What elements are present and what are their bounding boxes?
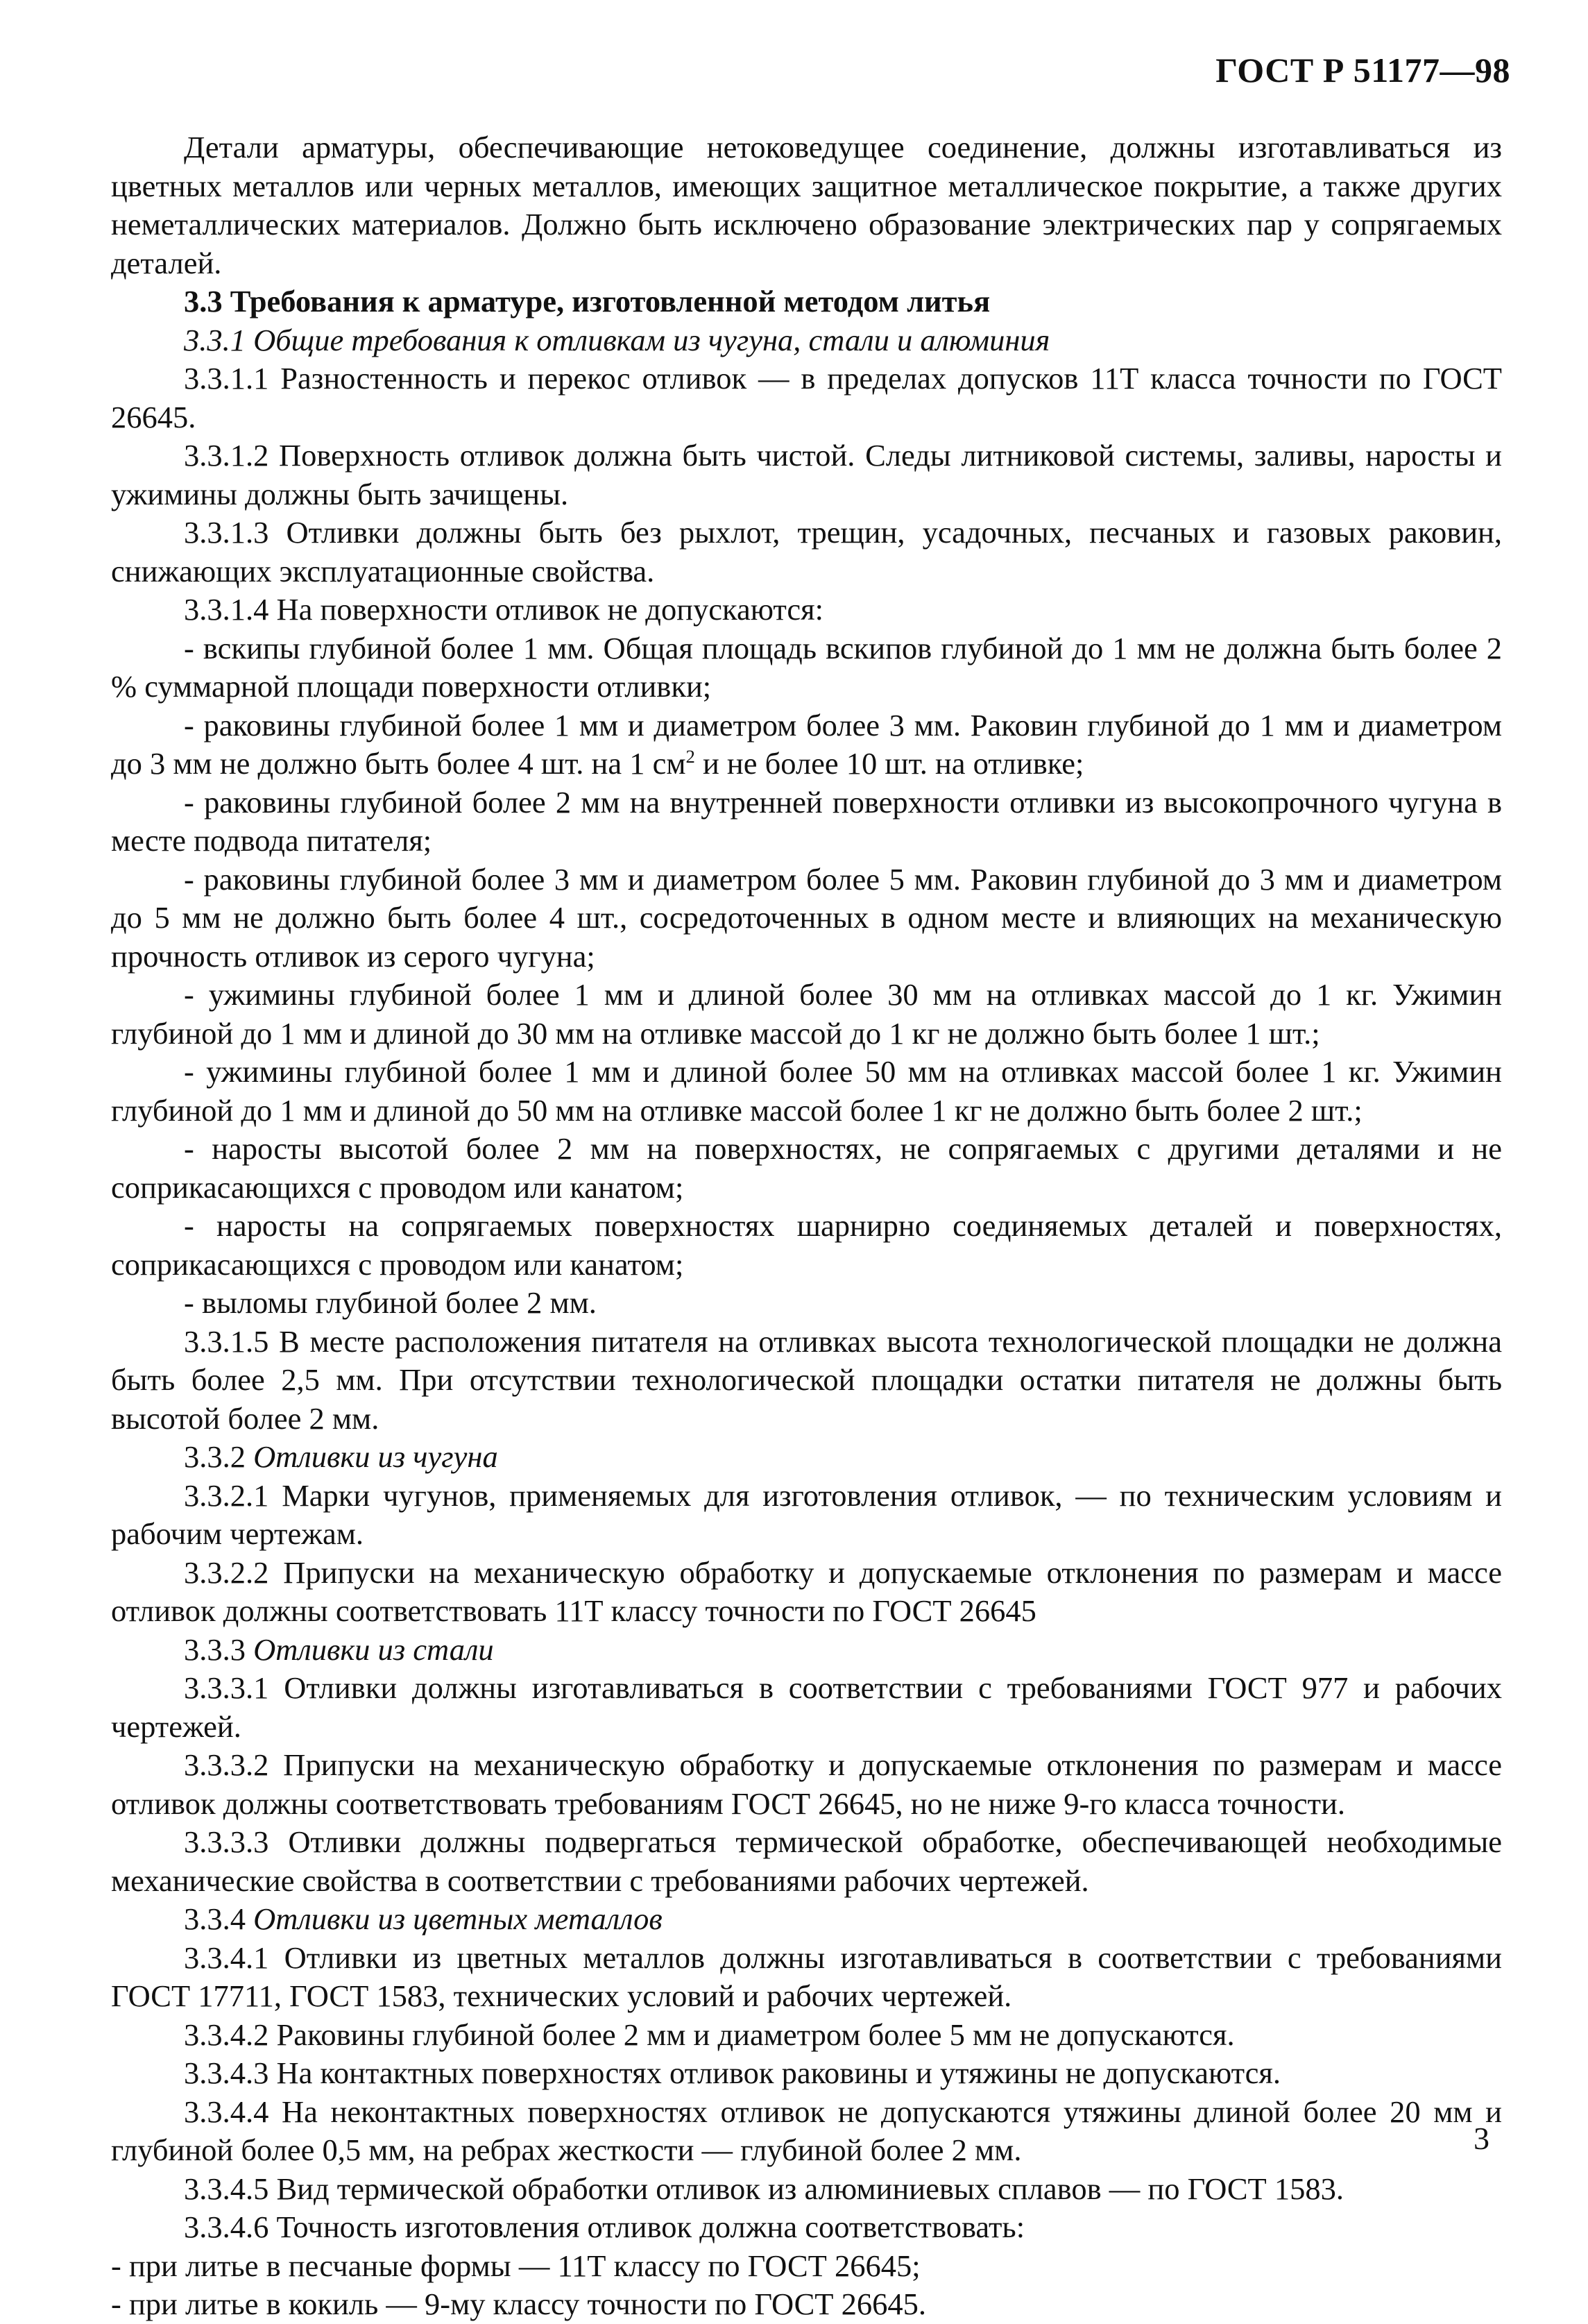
paragraph: 3.3.4.4 На неконтактных поверхностях отливок не допускаются утяжины длиной более 20 мм и глубиной более 0,5 мм, на ребрах жесткости — глубиной более 2 мм. xyxy=(111,2094,1502,2167)
list-item-text: и не более 10 шт. на отливке; xyxy=(694,746,1084,781)
paragraph: 3.3.3.1 Отливки должны изготавливаться в соответствии с требованиями ГОСТ 977 и рабочих чертежей. xyxy=(111,1670,1502,1744)
paragraph: Детали арматуры, обеспечивающие нетоковедущее соединение, должны изготавливаться из цветных металлов или черных металлов, имеющих защитное металлическое покрытие, а также других неметаллических материалов. Должно быть исключено образование электрических пар у сопрягаемых деталей. xyxy=(111,130,1502,280)
paragraph: 3.3.4.6 Точность изготовления отливок должна соответствовать: xyxy=(184,2210,1025,2244)
paragraph: 3.3.2.2 Припуски на механическую обработку и допускаемые отклонения по размерам и массе отливок должны соответствовать 11Т классу точности по ГОСТ 26645 xyxy=(111,1554,1502,1628)
paragraph: 3.3.4.1 Отливки из цветных металлов должны изготавливаться в соответствии с требованиями ГОСТ 17711, ГОСТ 1583, технических условий и рабочих чертежей. xyxy=(111,1940,1502,2013)
list-item: - раковины глубиной более 3 мм и диаметром более 5 мм. Раковин глубиной до 3 мм и диаметром до 5 мм не должно быть более 4 шт., сосредоточенных в одном месте и влияющих на механическую прочность отливок из серого чугуна; xyxy=(111,861,1502,974)
document-header: ГОСТ Р 51177—98 xyxy=(1215,51,1510,90)
subsection-heading xyxy=(111,1631,1502,1670)
superscript: 2 xyxy=(685,745,695,767)
list-item: - выломы глубиной более 2 мм. xyxy=(184,1285,597,1320)
list-item: - ужимины глубиной более 1 мм и длиной более 50 мм на отливках массой более 1 кг. Ужимин глубиной до 1 мм и длиной до 50 мм на отливке массой более 1 кг не должно быть более 2 шт.; xyxy=(111,1054,1502,1128)
subsection-number: 3.3.2 xyxy=(184,1439,246,1474)
section-heading: 3.3 Требования к арматуре, изготовленной методом литья xyxy=(184,284,991,319)
subsection-number: 3.3.4 xyxy=(184,1901,246,1936)
subsection-title: Отливки из чугуна xyxy=(253,1439,498,1474)
subsection-title: Отливки из стали xyxy=(253,1631,494,1667)
paragraph: 3.3.1.4 На поверхности отливок не допускаются: xyxy=(184,592,823,627)
paragraph: 3.3.4.2 Раковины глубиной более 2 мм и диаметром более 5 мм не допускаются. xyxy=(184,2017,1235,2052)
list-item: - наросты высотой более 2 мм на поверхностях, не сопрягаемых с другими деталями и не соприкасающихся с проводом или канатом; xyxy=(111,1131,1502,1205)
subsection-heading xyxy=(111,1900,1502,1939)
subsection-title: Отливки из цветных металлов xyxy=(253,1901,663,1936)
list-item: - раковины глубиной более 2 мм на внутренней поверхности отливки из высокопрочного чугуна в месте подвода питателя; xyxy=(111,784,1502,858)
list-item xyxy=(111,706,1502,783)
list-item: - при литье в песчаные формы — 11Т классу по ГОСТ 26645; xyxy=(111,2248,921,2283)
paragraph: 3.3.1.3 Отливки должны быть без рыхлот, трещин, усадочных, песчаных и газовых раковин, снижающих эксплуатационные свойства. xyxy=(111,515,1502,588)
paragraph: 3.3.3.2 Припуски на механическую обработку и допускаемые отклонения по размерам и массе отливок должны соответствовать требованиям ГОСТ 26645, но не ниже 9-го класса точности. xyxy=(111,1747,1502,1821)
subsection-number: 3.3.3 xyxy=(184,1631,246,1667)
paragraph: 3.3.4.3 На контактных поверхностях отливок раковины и утяжины не допускаются. xyxy=(184,2055,1281,2090)
document-body xyxy=(111,128,1502,2324)
list-item-text: - раковины глубиной более 1 мм и диаметром более 3 мм. Раковин глубиной до 1 мм и диаметром до 3 мм не должно быть более 4 шт. на 1 см xyxy=(111,707,1502,781)
paragraph: 3.3.4.5 Вид термической обработки отливок из алюминиевых сплавов — по ГОСТ 1583. xyxy=(184,2171,1344,2206)
subsection-heading: 3.3.1 Общие требования к отливкам из чугуна, стали и алюминия xyxy=(184,322,1050,357)
paragraph: 3.3.2.1 Марки чугунов, применяемых для изготовления отливок, — по техническим условиям и рабочим чертежам. xyxy=(111,1477,1502,1551)
paragraph: 3.3.3.3 Отливки должны подвергаться термической обработке, обеспечивающей необходимые механические свойства в соответствии с требованиями рабочих чертежей. xyxy=(111,1824,1502,1898)
list-item: - ужимины глубиной более 1 мм и длиной более 30 мм на отливках массой до 1 кг. Ужимин глубиной до 1 мм и длиной до 30 мм на отливке массой до 1 кг не должно быть более 1 шт.; xyxy=(111,977,1502,1051)
list-item: - при литье в кокиль — 9-му классу точности по ГОСТ 26645. xyxy=(111,2287,926,2321)
list-item: - наросты на сопрягаемых поверхностях шарнирно соединяемых деталей и поверхностях, соприкасающихся с проводом или канатом; xyxy=(111,1208,1502,1282)
paragraph: 3.3.1.2 Поверхность отливок должна быть чистой. Следы литниковой системы, заливы, наросты и ужимины должны быть зачищены. xyxy=(111,438,1502,511)
subsection-heading xyxy=(111,1438,1502,1477)
paragraph: 3.3.1.5 В месте расположения питателя на отливках высота технологической площадки не должна быть более 2,5 мм. При отсутствии технологической площадки остатки питателя не должны быть высотой более 2 мм. xyxy=(111,1323,1502,1436)
paragraph: 3.3.1.1 Разностенность и перекос отливок — в пределах допусков 11Т класса точности по ГОСТ 26645. xyxy=(111,361,1502,434)
page-number: 3 xyxy=(1474,2121,1489,2156)
list-item: - вскипы глубиной более 1 мм. Общая площадь вскипов глубиной до 1 мм не должна быть более 2 % суммарной площади поверхности отливки; xyxy=(111,630,1502,704)
